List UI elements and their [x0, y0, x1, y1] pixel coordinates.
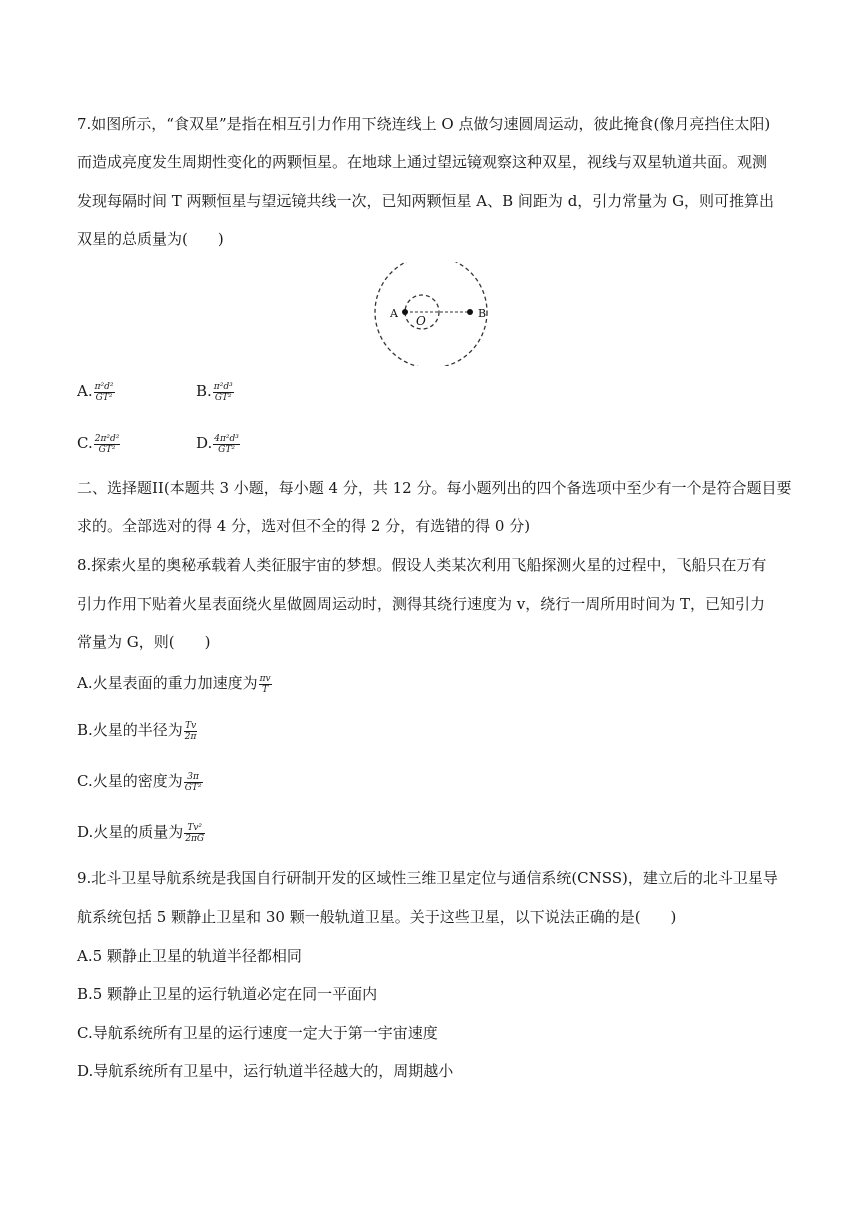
q7-line-3: 发现每隔时间 T 两颗恒星与望远镜共线一次，已知两颗恒星 A、B 间距为 d，引力常量为 G，则可推算出: [77, 192, 775, 210]
q8-option-b: B.火星的半径为 $\frac{Tv}{2\pi}$: [77, 720, 197, 742]
section2-line-2: 求的。全部选对的得 4 分，选对但不全的得 2 分，有选错的得 0 分): [77, 517, 531, 535]
q7-option-d: D. $\frac{\text{4π²d³}}{\text{GT²}}$: [196, 433, 239, 455]
q9-option-a: A.5 颗静止卫星的轨道半径都相同: [77, 947, 302, 965]
binary-star-diagram: [360, 262, 500, 366]
label-o: O: [416, 314, 426, 328]
q9-option-c: C.导航系统所有卫星的运行速度一定大于第一宇宙速度: [77, 1024, 438, 1042]
q8-option-d: D.火星的质量为 $\frac{\text{Tv²}}{2\pi G}$: [77, 822, 205, 844]
q8-option-a: A.火星表面的重力加速度为 $\frac{\pi v}{T}$: [77, 673, 271, 695]
q8-line-2: 引力作用下贴着火星表面绕火星做圆周运动时，测得其绕行速度为 v，绕行一周所用时间为 T，已知引力: [77, 595, 766, 613]
q7-option-c: C. $\frac{\text{2π²d²}}{\text{GT²}}$: [77, 433, 120, 455]
q8-line-1: 8.探索火星的奥秘承载着人类征服宇宙的梦想。假设人类某次利用飞船探测火星的过程中，飞船只在万有: [77, 556, 767, 574]
q8-line-3: 常量为 G，则( ): [77, 633, 211, 651]
q8-option-c: C.火星的密度为 $\frac{3\pi}{\text{GT²}}$: [77, 771, 202, 793]
section2-line-1: 二、选择题II(本题共 3 小题，每小题 4 分，共 12 分。每小题列出的四个备选项中至少有一个是符合题目要: [77, 479, 792, 497]
q7-line-4: 双星的总质量为( ): [77, 230, 224, 248]
q9-line-1: 9.北斗卫星导航系统是我国自行研制开发的区域性三维卫星定位与通信系统(CNSS)，建立后的北斗卫星导: [77, 869, 778, 887]
q9-option-b: B.5 颗静止卫星的运行轨道必定在同一平面内: [77, 985, 378, 1003]
q7-line-2: 而造成亮度发生周期性变化的两颗恒星。在地球上通过望远镜观察这种双星，视线与双星轨道共面。观测: [77, 153, 768, 171]
q7-line-1: 7.如图所示，“食双星”是指在相互引力作用下绕连线上 O 点做匀速圆周运动，彼此掩食(像月亮挡住太阳): [77, 115, 771, 133]
label-b: B: [478, 307, 487, 320]
star-b: [467, 309, 473, 315]
q9-option-d: D.导航系统所有卫星中，运行轨道半径越大的，周期越小: [77, 1062, 454, 1080]
q9-line-2: 航系统包括 5 颗静止卫星和 30 颗一般轨道卫星。关于这些卫星，以下说法正确的是( ): [77, 908, 677, 926]
star-a: [402, 309, 408, 315]
q7-option-b: B. $\frac{\text{π²d³}}{\text{GT²}}$: [196, 381, 233, 403]
q7-option-a: A. $\frac{\text{π²d²}}{\text{GT²}}$: [77, 381, 114, 403]
label-a: A: [390, 307, 398, 320]
